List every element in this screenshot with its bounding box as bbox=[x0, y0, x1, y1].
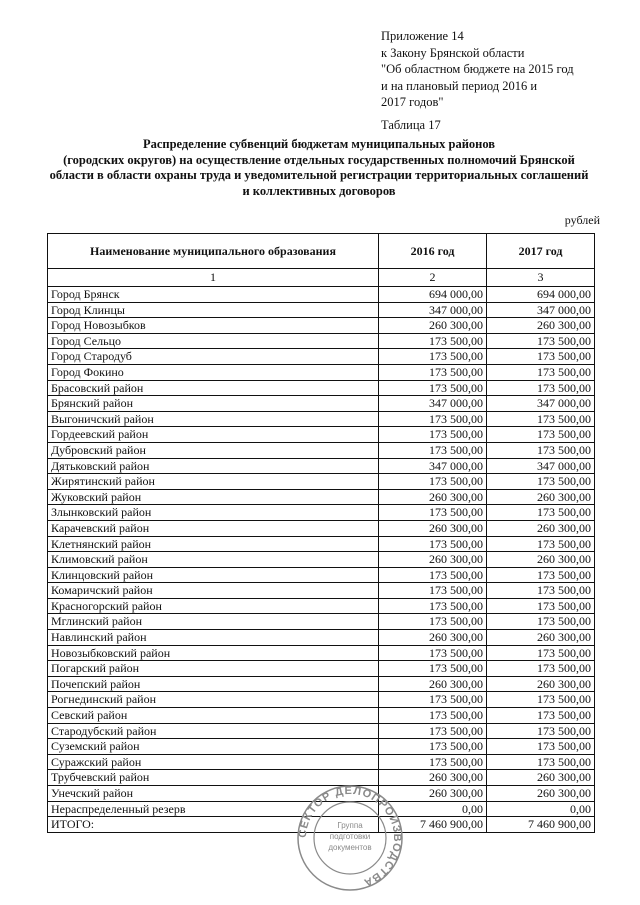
table-row bbox=[48, 661, 595, 677]
cell-2017: 260 300,00 bbox=[487, 786, 595, 802]
cell-2016: 173 500,00 bbox=[379, 692, 487, 708]
appendix-header bbox=[381, 28, 574, 133]
header-2016: 2016 год bbox=[379, 234, 487, 269]
cell-2017: 173 500,00 bbox=[487, 645, 595, 661]
stamp-ring-text: СЕКТОР ДЕЛОПРОИЗВОДСТВА bbox=[296, 784, 404, 889]
stamp-center-line: подготовки bbox=[329, 832, 371, 841]
title-line: (городских округов) на осуществление отдельных государственных полномочий Брянской bbox=[63, 152, 575, 167]
cell-name: Город Фокино bbox=[48, 364, 379, 380]
cell-name: Суражский район bbox=[48, 754, 379, 770]
cell-name: Унечский район bbox=[48, 786, 379, 802]
office-stamp bbox=[288, 782, 412, 894]
cell-name: Нераспределенный резерв bbox=[48, 801, 379, 817]
cell-2016: 260 300,00 bbox=[379, 676, 487, 692]
cell-name: Выгоничский район bbox=[48, 411, 379, 427]
cell-2016: 260 300,00 bbox=[379, 318, 487, 334]
table-row bbox=[48, 318, 595, 334]
stamp-center-line: Группа bbox=[337, 821, 363, 830]
table-row bbox=[48, 287, 595, 303]
table-row bbox=[48, 583, 595, 599]
cell-2017: 173 500,00 bbox=[487, 692, 595, 708]
stamp-center-line: документов bbox=[328, 843, 372, 852]
cell-2016: 173 500,00 bbox=[379, 708, 487, 724]
table-row bbox=[48, 536, 595, 552]
cell-2016: 173 500,00 bbox=[379, 598, 487, 614]
table-header-row bbox=[48, 234, 595, 269]
cell-2017: 347 000,00 bbox=[487, 396, 595, 412]
table-row bbox=[48, 598, 595, 614]
cell-2017: 173 500,00 bbox=[487, 411, 595, 427]
cell-name: Карачевский район bbox=[48, 520, 379, 536]
cell-name: Жуковский район bbox=[48, 489, 379, 505]
cell-2017: 173 500,00 bbox=[487, 583, 595, 599]
cell-2016: 173 500,00 bbox=[379, 364, 487, 380]
table-label: Таблица 17 bbox=[381, 117, 441, 132]
cell-2017: 0,00 bbox=[487, 801, 595, 817]
cell-2017: 173 500,00 bbox=[487, 333, 595, 349]
table-body bbox=[48, 269, 595, 833]
table-row bbox=[48, 458, 595, 474]
cell-name: Стародубский район bbox=[48, 723, 379, 739]
cell-2016: 260 300,00 bbox=[379, 552, 487, 568]
table-row bbox=[48, 614, 595, 630]
cell-2016: 173 500,00 bbox=[379, 349, 487, 365]
cell-2016: 173 500,00 bbox=[379, 723, 487, 739]
cell-2017: 173 500,00 bbox=[487, 380, 595, 396]
cell-2016: 173 500,00 bbox=[379, 442, 487, 458]
header-2017: 2017 год bbox=[487, 234, 595, 269]
appendix-line: и на плановый период 2016 и bbox=[381, 78, 538, 93]
subsidy-table bbox=[47, 233, 595, 833]
cell-2017: 173 500,00 bbox=[487, 364, 595, 380]
cell-2016: 173 500,00 bbox=[379, 583, 487, 599]
cell-2017: 260 300,00 bbox=[487, 770, 595, 786]
table-row bbox=[48, 739, 595, 755]
table-row bbox=[48, 552, 595, 568]
cell-name: Климовский район bbox=[48, 552, 379, 568]
column-number-row bbox=[48, 269, 595, 287]
cell-2017: 173 500,00 bbox=[487, 661, 595, 677]
table-row bbox=[48, 708, 595, 724]
cell-2017: 7 460 900,00 bbox=[487, 817, 595, 833]
cell-name: Брянский район bbox=[48, 396, 379, 412]
cell-name: Город Клинцы bbox=[48, 302, 379, 318]
cell-name: Погарский район bbox=[48, 661, 379, 677]
cell-2016: 173 500,00 bbox=[379, 333, 487, 349]
column-number: 2 bbox=[379, 269, 487, 287]
table-row bbox=[48, 505, 595, 521]
cell-name: Город Новозыбков bbox=[48, 318, 379, 334]
table-row bbox=[48, 380, 595, 396]
cell-name: Клинцовский район bbox=[48, 567, 379, 583]
cell-name: Рогнединский район bbox=[48, 692, 379, 708]
column-number: 3 bbox=[487, 269, 595, 287]
column-number: 1 bbox=[48, 269, 379, 287]
cell-2016: 260 300,00 bbox=[379, 520, 487, 536]
cell-2017: 173 500,00 bbox=[487, 474, 595, 490]
cell-2016: 173 500,00 bbox=[379, 661, 487, 677]
cell-name: Клетнянский район bbox=[48, 536, 379, 552]
cell-2016: 173 500,00 bbox=[379, 380, 487, 396]
title-line: Распределение субвенций бюджетам муниципальных районов bbox=[142, 137, 496, 151]
cell-name: Красногорский район bbox=[48, 598, 379, 614]
table-row bbox=[48, 364, 595, 380]
cell-2016: 173 500,00 bbox=[379, 645, 487, 661]
cell-name: Мглинский район bbox=[48, 614, 379, 630]
cell-2017: 173 500,00 bbox=[487, 739, 595, 755]
cell-2016: 260 300,00 bbox=[379, 770, 487, 786]
cell-2016: 347 000,00 bbox=[379, 396, 487, 412]
cell-2017: 173 500,00 bbox=[487, 567, 595, 583]
table-row bbox=[48, 692, 595, 708]
cell-2016: 347 000,00 bbox=[379, 302, 487, 318]
cell-name: Дубровский район bbox=[48, 442, 379, 458]
cell-name: Новозыбковский район bbox=[48, 645, 379, 661]
cell-2016: 173 500,00 bbox=[379, 505, 487, 521]
table-row bbox=[48, 474, 595, 490]
header-name: Наименование муниципального образования bbox=[48, 234, 379, 269]
cell-2016: 260 300,00 bbox=[379, 786, 487, 802]
table-row bbox=[48, 396, 595, 412]
units-label: рублей bbox=[564, 213, 600, 227]
cell-2017: 173 500,00 bbox=[487, 598, 595, 614]
cell-2016: 173 500,00 bbox=[379, 567, 487, 583]
cell-name: Почепский район bbox=[48, 676, 379, 692]
appendix-line: "Об областном бюджете на 2015 год bbox=[381, 62, 574, 76]
cell-2016: 0,00 bbox=[379, 801, 487, 817]
cell-2017: 347 000,00 bbox=[487, 302, 595, 318]
document-title bbox=[36, 137, 602, 199]
cell-name: ИТОГО: bbox=[48, 817, 379, 833]
table-row bbox=[48, 645, 595, 661]
cell-2016: 7 460 900,00 bbox=[379, 817, 487, 833]
cell-name: Навлинский район bbox=[48, 630, 379, 646]
cell-name: Жирятинский район bbox=[48, 474, 379, 490]
cell-2017: 694 000,00 bbox=[487, 287, 595, 303]
cell-2017: 260 300,00 bbox=[487, 489, 595, 505]
cell-name: Севский район bbox=[48, 708, 379, 724]
cell-2017: 173 500,00 bbox=[487, 708, 595, 724]
appendix-line: к Закону Брянской области bbox=[381, 45, 525, 60]
cell-2016: 173 500,00 bbox=[379, 754, 487, 770]
cell-2016: 173 500,00 bbox=[379, 614, 487, 630]
cell-name: Трубчевский район bbox=[48, 770, 379, 786]
cell-2016: 694 000,00 bbox=[379, 287, 487, 303]
cell-2017: 173 500,00 bbox=[487, 442, 595, 458]
cell-name: Гордеевский район bbox=[48, 427, 379, 443]
table-row bbox=[48, 754, 595, 770]
cell-name: Злынковский район bbox=[48, 505, 379, 521]
cell-2017: 173 500,00 bbox=[487, 723, 595, 739]
cell-2017: 260 300,00 bbox=[487, 630, 595, 646]
table-row bbox=[48, 333, 595, 349]
cell-2017: 173 500,00 bbox=[487, 427, 595, 443]
cell-name: Город Сельцо bbox=[48, 333, 379, 349]
title-line: и коллективных договоров bbox=[242, 183, 396, 198]
cell-2017: 173 500,00 bbox=[487, 349, 595, 365]
appendix-line: 2017 годов" bbox=[381, 95, 444, 109]
cell-2016: 173 500,00 bbox=[379, 536, 487, 552]
cell-name: Город Брянск bbox=[48, 287, 379, 303]
table-row bbox=[48, 427, 595, 443]
cell-2016: 260 300,00 bbox=[379, 630, 487, 646]
cell-2016: 173 500,00 bbox=[379, 411, 487, 427]
cell-2017: 173 500,00 bbox=[487, 754, 595, 770]
cell-2017: 173 500,00 bbox=[487, 536, 595, 552]
table-row bbox=[48, 302, 595, 318]
table-row bbox=[48, 567, 595, 583]
cell-name: Комаричский район bbox=[48, 583, 379, 599]
cell-2017: 173 500,00 bbox=[487, 505, 595, 521]
table-row bbox=[48, 442, 595, 458]
cell-2016: 260 300,00 bbox=[379, 489, 487, 505]
table-row bbox=[48, 349, 595, 365]
cell-2017: 173 500,00 bbox=[487, 614, 595, 630]
cell-2017: 260 300,00 bbox=[487, 520, 595, 536]
appendix-line: Приложение 14 bbox=[381, 29, 464, 43]
table-row bbox=[48, 676, 595, 692]
cell-2017: 260 300,00 bbox=[487, 676, 595, 692]
table-row bbox=[48, 520, 595, 536]
table-row bbox=[48, 630, 595, 646]
title-line: области в области охраны труда и уведомительной регистрации территориальных соглашений bbox=[49, 168, 589, 182]
cell-2017: 260 300,00 bbox=[487, 552, 595, 568]
cell-name: Суземский район bbox=[48, 739, 379, 755]
cell-name: Дятьковский район bbox=[48, 458, 379, 474]
table-row bbox=[48, 411, 595, 427]
cell-2016: 173 500,00 bbox=[379, 739, 487, 755]
cell-2016: 173 500,00 bbox=[379, 427, 487, 443]
cell-2016: 347 000,00 bbox=[379, 458, 487, 474]
table-row bbox=[48, 489, 595, 505]
cell-name: Брасовский район bbox=[48, 380, 379, 396]
cell-2016: 173 500,00 bbox=[379, 474, 487, 490]
cell-name: Город Стародуб bbox=[48, 349, 379, 365]
cell-2017: 260 300,00 bbox=[487, 318, 595, 334]
table-row bbox=[48, 723, 595, 739]
cell-2017: 347 000,00 bbox=[487, 458, 595, 474]
